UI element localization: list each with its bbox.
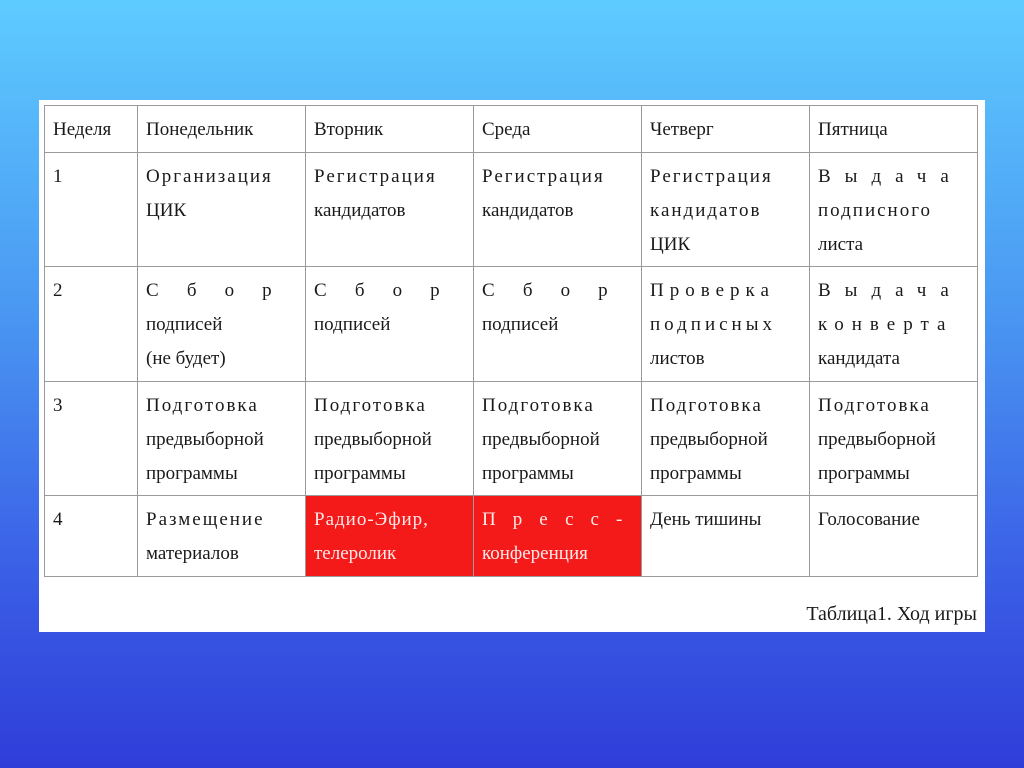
cell-line: программы [818,463,910,484]
table-row [45,153,978,267]
table-cell [306,153,474,267]
cell-line: ЦИК [146,200,187,221]
slide-panel [39,100,985,632]
cell-line: листов [650,348,705,369]
table-cell-highlighted [474,496,642,577]
header-monday: Понедельник [138,106,306,153]
cell-line: подписных [650,314,776,335]
cell-line: кандидатов [314,200,406,221]
cell-line: Сбор [482,280,636,301]
table-cell [474,267,642,382]
cell-line: подписей [314,314,391,335]
cell-line: Проверка [650,280,775,301]
cell-line: Регистрация [650,166,773,187]
cell-line: материалов [146,543,239,564]
table-cell [810,496,978,577]
cell-line: предвыборной [314,429,432,450]
cell-line: кандидатов [650,200,762,221]
cell-line: листа [818,234,864,255]
table-cell [810,382,978,496]
cell-line: программы [314,463,406,484]
cell-line: предвыборной [146,429,264,450]
table-cell [642,153,810,267]
header-wednesday: Среда [474,106,642,153]
table-row [45,267,978,382]
cell-line: Подготовка [650,395,763,416]
header-friday: Пятница [810,106,978,153]
cell-line: предвыборной [818,429,936,450]
cell-line: Выдача [818,280,963,301]
cell-line: Пресс- [482,509,640,530]
cell-line: Радио-Эфир, [314,509,429,530]
cell-line: конверта [818,314,954,335]
week-number: 2 [45,267,138,382]
cell-line: кандидата [818,348,900,369]
table-cell [810,267,978,382]
cell-line: Подготовка [314,395,427,416]
table-cell [642,382,810,496]
cell-line: конференция [482,543,588,564]
cell-line: (не будет) [146,348,226,369]
cell-line: Размещение [146,509,265,530]
table-cell [642,496,810,577]
cell-line: подписей [146,314,223,335]
table-cell-highlighted [306,496,474,577]
cell-line: телеролик [314,543,397,564]
table-row [45,382,978,496]
cell-line: Выдача [818,166,963,187]
cell-line: программы [482,463,574,484]
table-cell [138,153,306,267]
cell-line: Подготовка [146,395,259,416]
cell-line: Регистрация [482,166,605,187]
week-number: 1 [45,153,138,267]
cell-line: предвыборной [482,429,600,450]
cell-line: Сбор [146,280,300,301]
cell-line: Подготовка [818,395,931,416]
table-cell [642,267,810,382]
cell-line: предвыборной [650,429,768,450]
table-cell [306,267,474,382]
table-cell [306,382,474,496]
cell-line: кандидатов [482,200,574,221]
cell-line: Организация [146,166,273,187]
table-cell [810,153,978,267]
table-cell [474,153,642,267]
cell-line: День тишины [650,509,762,530]
header-tuesday: Вторник [306,106,474,153]
cell-line: Регистрация [314,166,437,187]
schedule-table [44,105,978,577]
header-row [45,106,978,153]
header-thursday: Четверг [642,106,810,153]
cell-line: программы [146,463,238,484]
table-row [45,496,978,577]
cell-line: Голосование [818,509,920,530]
cell-line: Подготовка [482,395,595,416]
week-number: 4 [45,496,138,577]
table-caption: Таблица1. Ход игры [806,603,977,625]
table-cell [138,496,306,577]
cell-line: подписного [818,200,933,221]
cell-line: программы [650,463,742,484]
cell-line: ЦИК [650,234,691,255]
cell-line: подписей [482,314,559,335]
week-number: 3 [45,382,138,496]
header-week: Неделя [45,106,138,153]
table-cell [138,267,306,382]
table-cell [474,382,642,496]
cell-line: Сбор [314,280,468,301]
table-cell [138,382,306,496]
